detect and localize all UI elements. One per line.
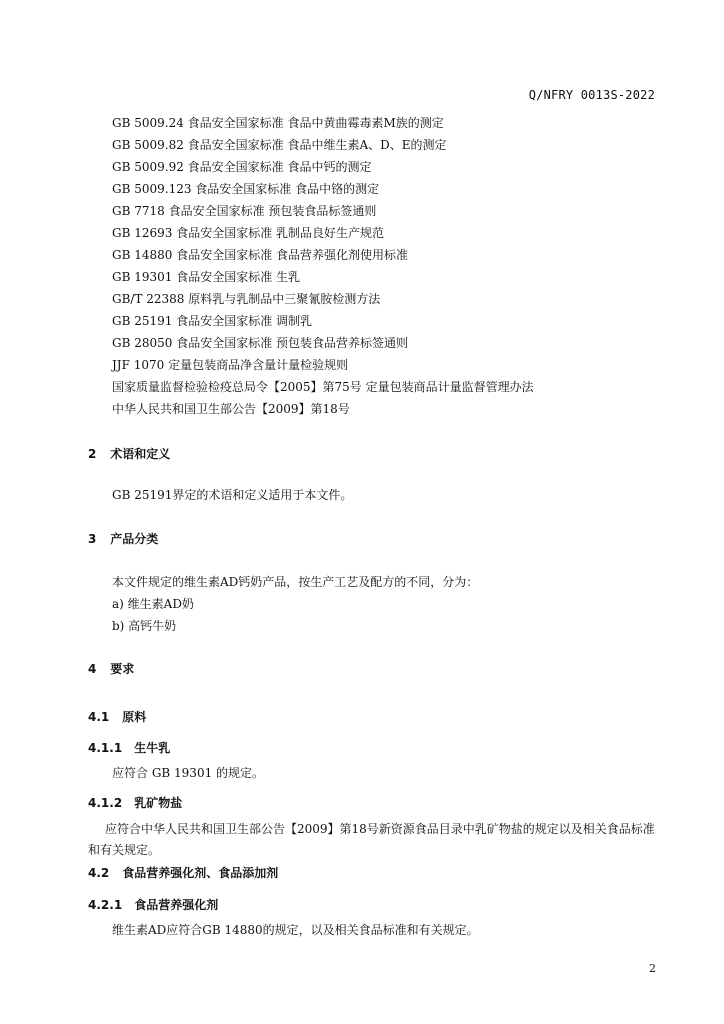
section-number: 4.2.1 [88, 898, 123, 912]
section-number: 4.2 [88, 866, 110, 880]
section-title: 产品分类 [110, 532, 159, 546]
paragraph: 本文件规定的维生素AD钙奶产品，按生产工艺及配方的不同，分为： [112, 575, 479, 589]
reference-item: GB 5009.123 食品安全国家标准 食品中铬的测定 [112, 182, 380, 196]
reference-item: GB 5009.24 食品安全国家标准 食品中黄曲霉毒素M族的测定 [112, 116, 444, 130]
section-title: 要求 [110, 662, 135, 676]
section-number: 4 [88, 662, 97, 676]
section-heading [88, 445, 170, 462]
document-code: Q/NFRY 0013S-2022 [528, 88, 655, 102]
subsection-heading [88, 708, 146, 725]
subsubsection-heading [88, 896, 218, 913]
reference-item: GB 28050 食品安全国家标准 预包装食品营养标签通则 [112, 336, 409, 350]
reference-item: GB 19301 食品安全国家标准 生乳 [112, 270, 301, 284]
reference-item: GB 5009.82 食品安全国家标准 食品中维生素A、D、E的测定 [112, 138, 447, 152]
reference-item: GB 14880 食品安全国家标准 食品营养强化剂使用标准 [112, 248, 409, 262]
section-number: 4.1.1 [88, 741, 123, 755]
reference-item: GB 5009.92 食品安全国家标准 食品中钙的测定 [112, 160, 372, 174]
section-title: 原料 [122, 710, 147, 724]
list-item: a) 维生素AD奶 [112, 597, 194, 611]
paragraph: 维生素AD应符合GB 14880的规定，以及相关食品标准和有关规定。 [112, 923, 479, 937]
paragraph: 应符合 GB 19301 的规定。 [112, 766, 265, 780]
reference-item: 中华人民共和国卫生部公告【2009】第18号 [112, 402, 350, 416]
section-number: 3 [88, 532, 97, 546]
paragraph: GB 25191界定的术语和定义适用于本文件。 [112, 488, 353, 502]
section-number: 4.1 [88, 710, 110, 724]
section-title: 食品营养强化剂 [134, 898, 219, 912]
subsubsection-heading [88, 794, 182, 811]
section-title: 术语和定义 [110, 447, 171, 461]
subsubsection-heading [88, 739, 170, 756]
section-number: 2 [88, 447, 97, 461]
section-title: 食品营养强化剂、食品添加剂 [122, 866, 279, 880]
section-number: 4.1.2 [88, 796, 123, 810]
subsection-heading [88, 864, 278, 881]
reference-item: GB/T 22388 原料乳与乳制品中三聚氰胺检测方法 [112, 292, 381, 306]
paragraph: 应符合中华人民共和国卫生部公告【2009】第18号新资源食品目录中乳矿物盐的规定以及相关食品标准和有关规定。 [88, 822, 655, 857]
reference-item: GB 12693 食品安全国家标准 乳制品良好生产规范 [112, 226, 385, 240]
reference-item: 国家质量监督检验检疫总局令【2005】第75号 定量包装商品计量监督管理办法 [112, 380, 534, 394]
list-item: b) 高钙牛奶 [112, 619, 177, 633]
section-heading [88, 530, 158, 547]
reference-item: GB 25191 食品安全国家标准 调制乳 [112, 314, 313, 328]
section-heading [88, 660, 134, 677]
reference-item: GB 7718 食品安全国家标准 预包装食品标签通则 [112, 204, 377, 218]
section-title: 生牛乳 [134, 741, 171, 755]
section-title: 乳矿物盐 [134, 796, 183, 810]
reference-item: JJF 1070 定量包装商品净含量计量检验规则 [112, 358, 349, 372]
page-number: 2 [649, 962, 656, 975]
